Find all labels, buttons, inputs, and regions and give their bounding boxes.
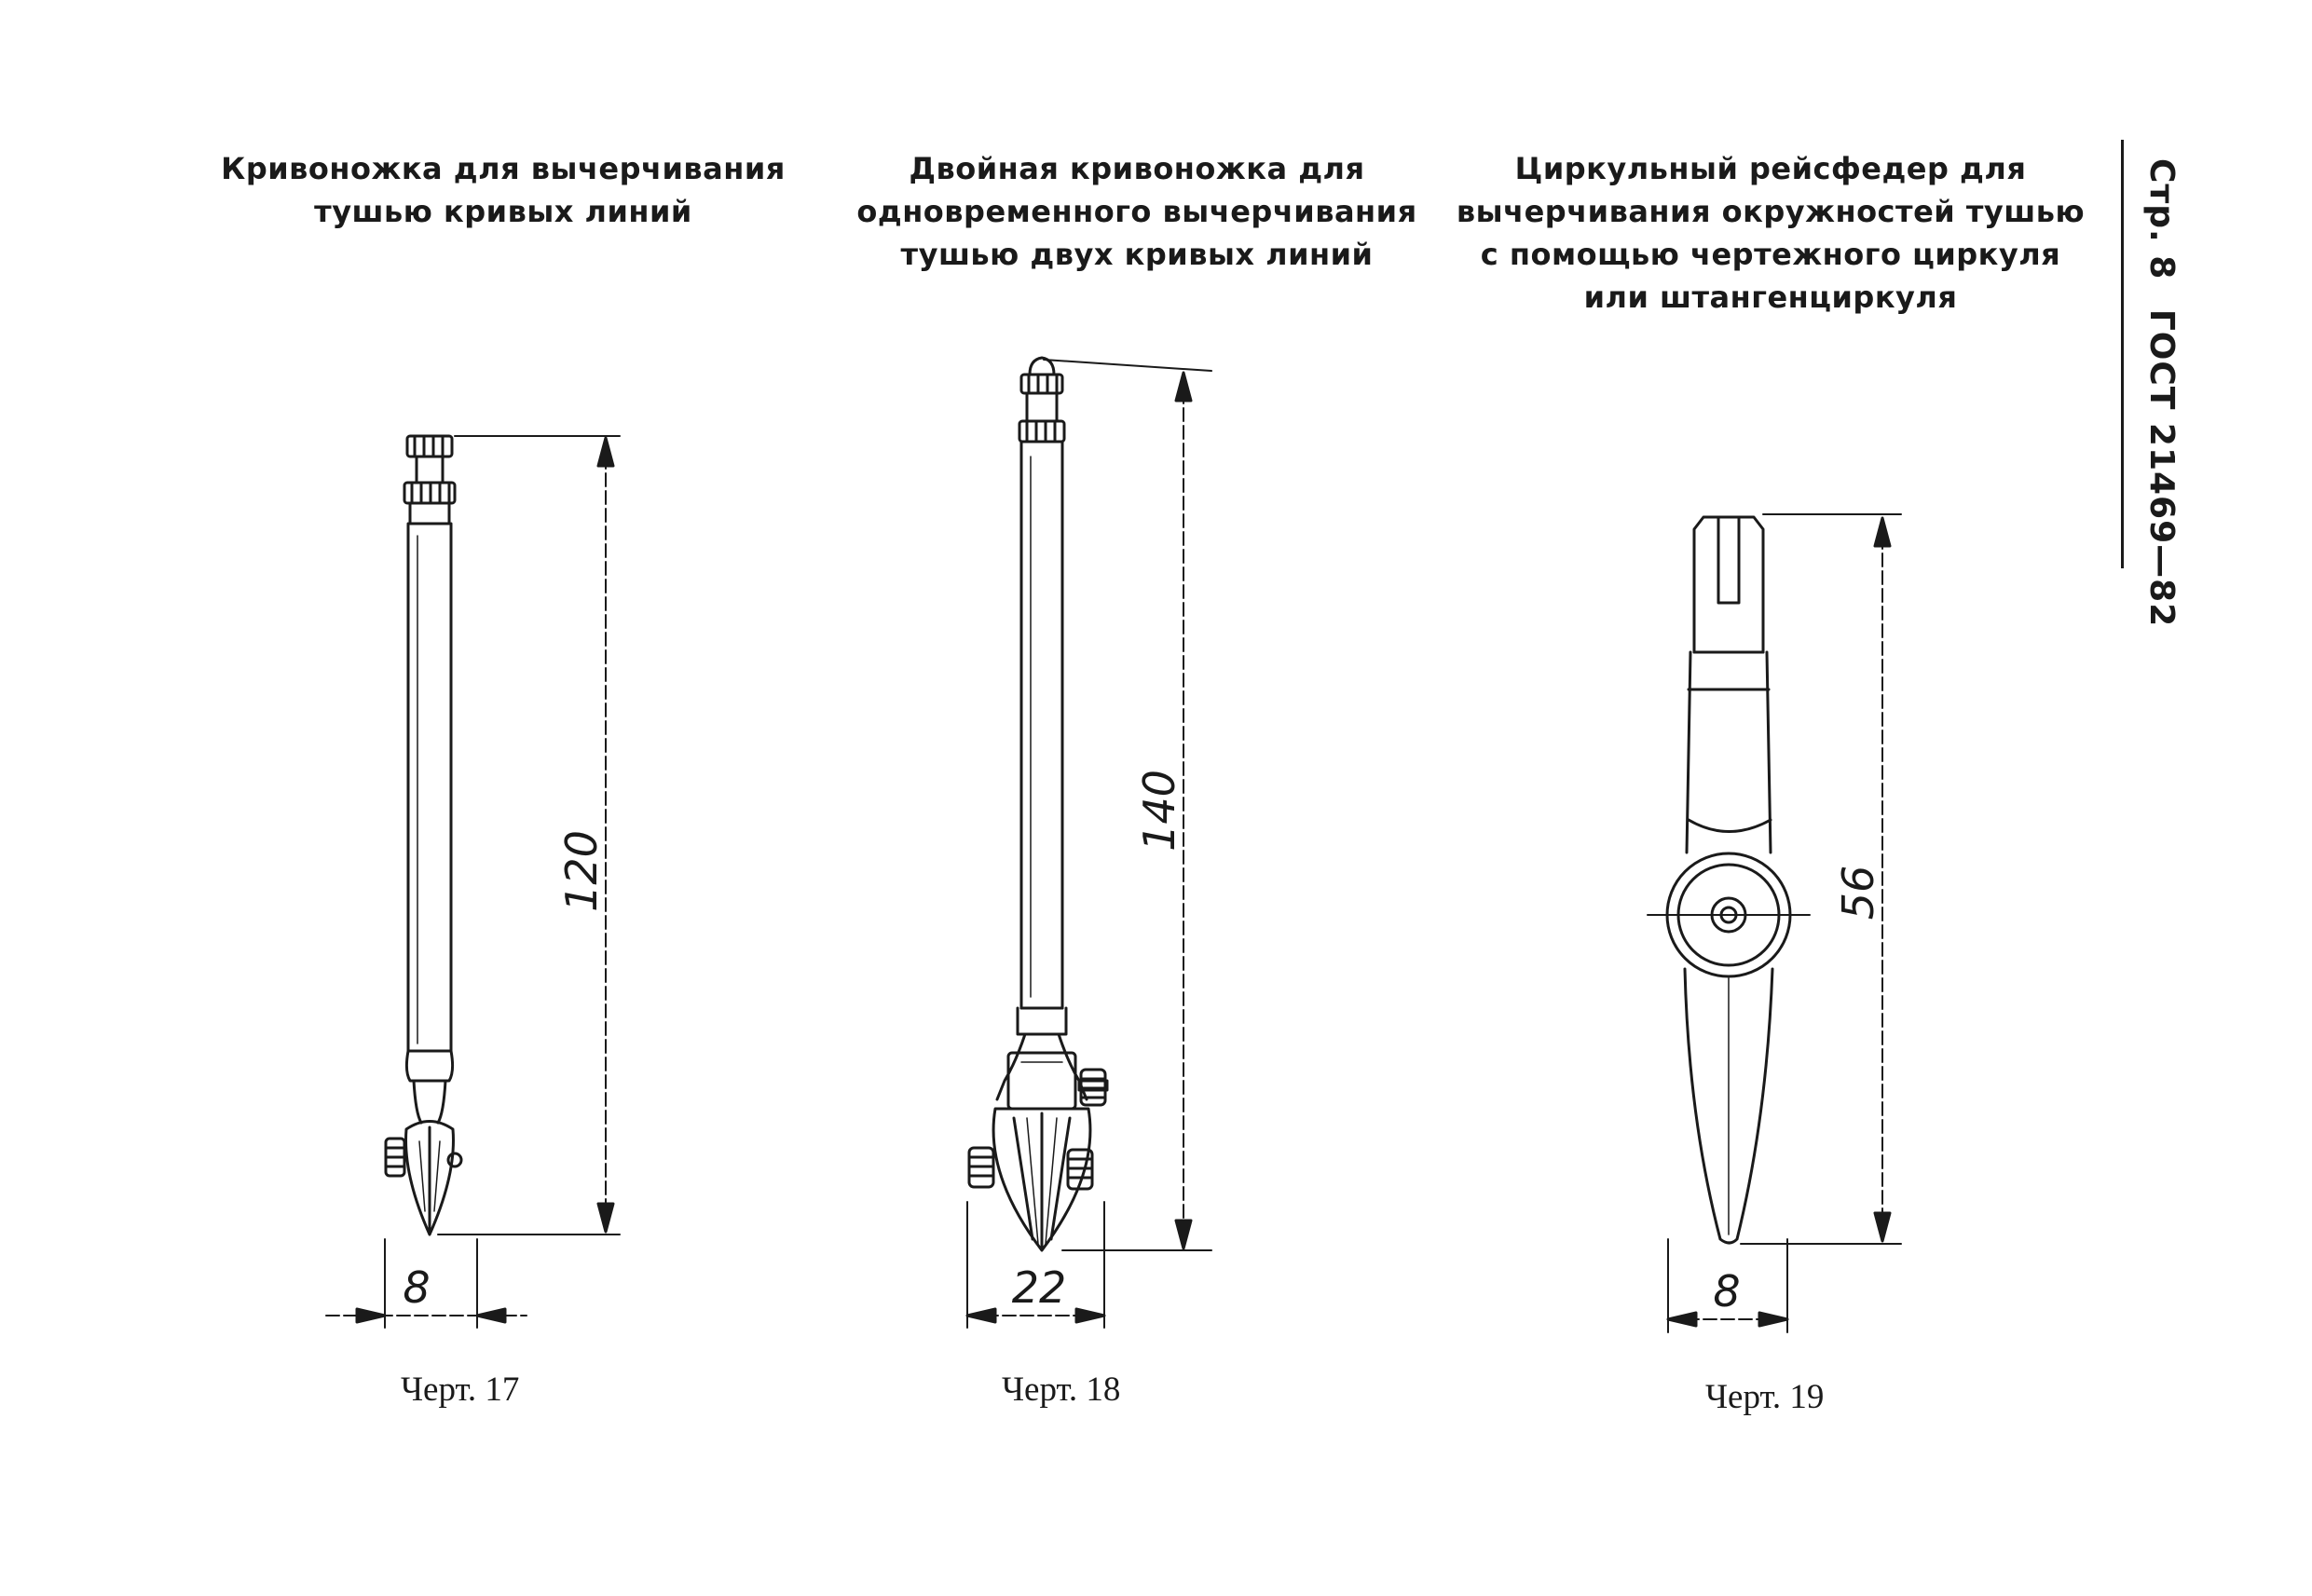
caption-fig19: Черт. 19 <box>1705 1378 1825 1416</box>
heading-fig18-line3: тушью двух кривых линий <box>900 237 1374 272</box>
heading-fig19-line3: с помощью чертежного циркуля <box>1480 237 2061 272</box>
standard-number: ГОСТ 21469—82 <box>2142 308 2181 628</box>
fig19-shank <box>1694 517 1763 652</box>
fig18-width-label: 22 <box>1011 1262 1067 1313</box>
fig19-width-label: 8 <box>1713 1266 1741 1316</box>
fig18-length-label: 140 <box>1134 770 1184 852</box>
heading-fig17-line2: тушью кривых линий <box>314 194 692 229</box>
fig17-width-label: 8 <box>403 1262 431 1313</box>
fig17-shaft <box>408 524 451 1051</box>
caption-fig17: Черт. 17 <box>401 1371 520 1409</box>
heading-fig18-line1: Двойная кривоножка для <box>909 151 1365 186</box>
heading-fig18-line2: одновременного вычерчивания <box>856 194 1417 229</box>
fig18-shaft <box>1021 442 1062 1008</box>
caption-fig18: Черт. 18 <box>1002 1371 1121 1409</box>
heading-fig19-line2: вычерчивания окружностей тушью <box>1456 194 2086 229</box>
page-number: Стр. 8 <box>2142 158 2181 280</box>
heading-fig19-line1: Циркульный рейсфедер для <box>1514 151 2027 186</box>
fig19-tool-drawing <box>1648 514 1901 1332</box>
heading-fig19-line4: или штангенциркуля <box>1583 280 1958 315</box>
fig17-length-label: 120 <box>556 830 607 912</box>
heading-fig17-line1: Кривоножка для вычерчивания <box>221 151 786 186</box>
fig19-length-label: 56 <box>1833 865 1883 921</box>
